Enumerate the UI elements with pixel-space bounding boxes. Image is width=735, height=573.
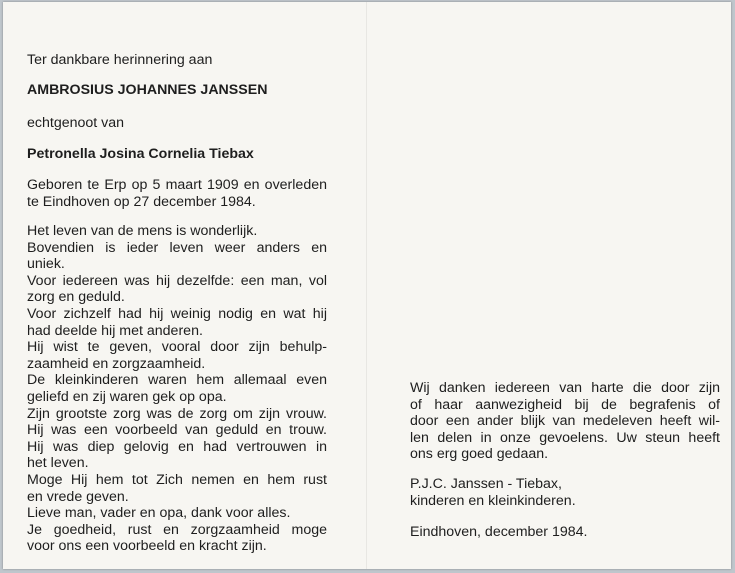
poem-line: Je goedheid, rust en zorgzaamheid moge bbox=[27, 521, 327, 538]
poem-line: zorg en geduld. bbox=[27, 289, 125, 306]
poem-line: De kleinkinderen waren hem allemaal even bbox=[27, 372, 327, 389]
poem-line: Lieve man, vader en opa, dank voor alles. bbox=[27, 505, 291, 522]
poem-line: Voor zichzelf had hij weinig nodig en wat hij bbox=[27, 305, 327, 322]
birth-line-2: te Eindhoven op 27 december 1984. bbox=[27, 193, 256, 210]
poem-line: geliefd en zij waren gek op opa. bbox=[27, 388, 227, 405]
spouse-name: Petronella Josina Cornelia Tiebax bbox=[27, 146, 254, 162]
poem-line: het leven. bbox=[27, 455, 89, 472]
thanks-line: door een ander blijk van medeleven heeft wil- bbox=[410, 413, 720, 430]
memorial-card bbox=[3, 2, 731, 569]
card-fold-line bbox=[366, 2, 367, 569]
poem-line: Moge Hij hem tot Zich nemen en hem rust bbox=[27, 471, 327, 488]
signature-line: P.J.C. Janssen - Tiebax, bbox=[410, 476, 562, 492]
poem-line: Hij wist te geven, vooral door zijn behulp- bbox=[27, 339, 327, 356]
poem-line: zaamheid en zorgzaamheid. bbox=[27, 355, 206, 372]
poem-line: Het leven van de mens is wonderlijk. bbox=[27, 223, 258, 239]
birth-death-paragraph bbox=[27, 177, 327, 210]
poem-paragraph bbox=[27, 223, 327, 555]
poem-line: Voor iedereen was hij dezelfde: een man, vol bbox=[27, 272, 327, 289]
poem-line: uniek. bbox=[27, 256, 65, 273]
deceased-name: AMBROSIUS JOHANNES JANSSEN bbox=[27, 82, 268, 98]
poem-line: voor ons een voorbeeld en kracht zijn. bbox=[27, 538, 267, 555]
thanks-line: ons erg goed gedaan. bbox=[410, 446, 549, 463]
poem-line: Hij was een voorbeeld van geduld en trouw. bbox=[27, 422, 327, 439]
poem-line: had deelde hij met anderen. bbox=[27, 322, 203, 339]
spouse-label: echtgenoot van bbox=[27, 115, 125, 131]
poem-line: en vrede geven. bbox=[27, 488, 129, 505]
birth-line-1: Geboren te Erp op 5 maart 1909 en overleden bbox=[27, 177, 327, 193]
thanks-line: len delen in onze gevoelens. Uw steun heeft bbox=[410, 429, 720, 446]
intro-text: Ter dankbare herinnering aan bbox=[27, 52, 213, 68]
poem-line: Bovendien is ieder leven weer anders en bbox=[27, 239, 327, 256]
poem-line: Zijn grootste zorg was de zorg om zijn vrouw. bbox=[27, 405, 327, 422]
thanks-line: Wij danken iedereen van harte die door zijn bbox=[410, 380, 720, 396]
poem-line: Hij was diep gelovig en had vertrouwen in bbox=[27, 438, 327, 455]
thanks-paragraph bbox=[410, 380, 720, 463]
thanks-line: of haar aanwezigheid bij de begrafenis of bbox=[410, 396, 720, 413]
signature-block bbox=[410, 476, 720, 509]
place-date: Eindhoven, december 1984. bbox=[410, 524, 588, 540]
signature-line: kinderen en kleinkinderen. bbox=[410, 492, 576, 509]
